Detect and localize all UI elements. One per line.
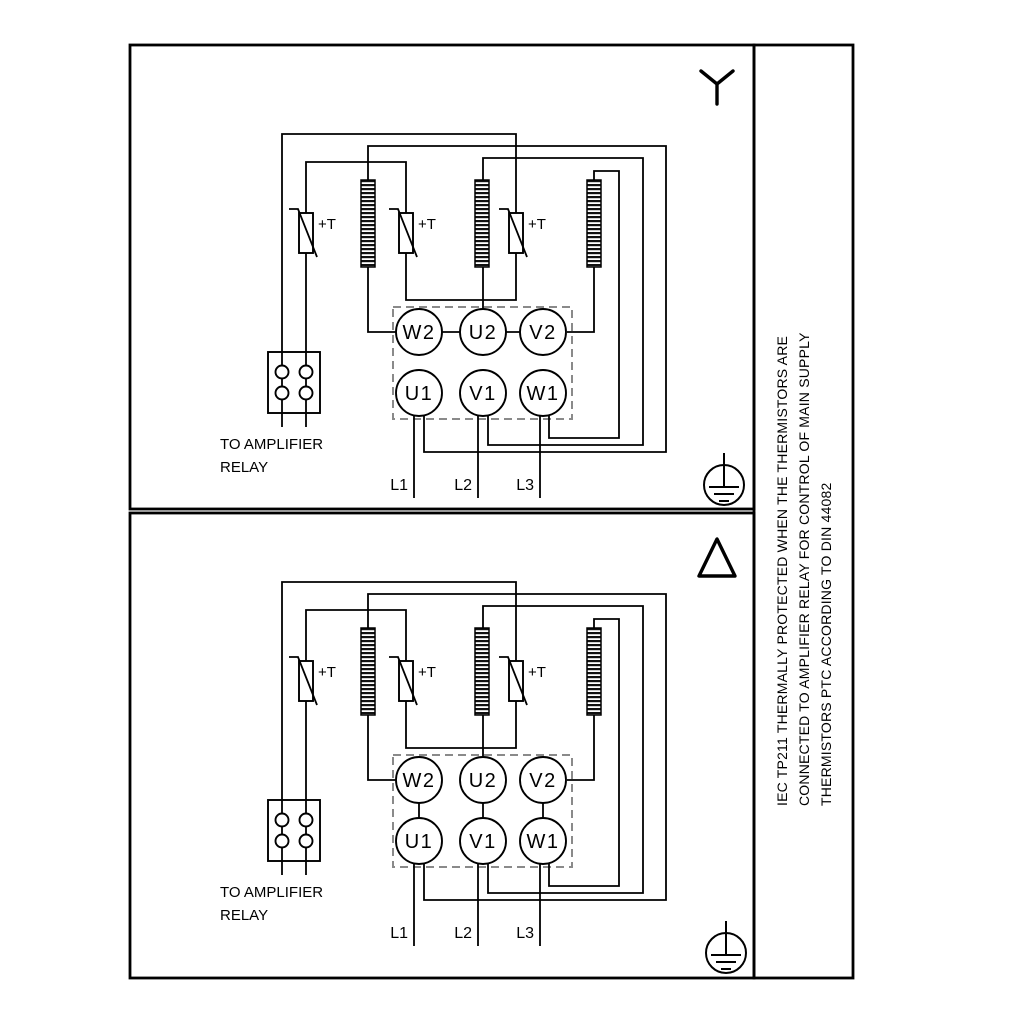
terminal-label: U2 <box>468 322 498 344</box>
motor-winding-icon <box>587 628 601 715</box>
relay-note-line2: RELAY <box>220 459 269 476</box>
panel-star <box>130 45 754 509</box>
thermistor-icon <box>289 657 317 705</box>
terminal-label: V2 <box>529 322 557 344</box>
side-note-line1: IEC TP211 THERMALLY PROTECTED WHEN THE THERMISTORS ARE <box>774 335 790 806</box>
thermistor-icon <box>389 209 417 257</box>
thermistor-label: +T <box>318 216 336 233</box>
side-note-line3: THERMISTORS PTC ACCORDING TO DIN 44082 <box>818 482 834 806</box>
relay-terminal <box>276 814 289 827</box>
thermistor-label: +T <box>318 664 336 681</box>
relay-terminal-block <box>268 352 320 413</box>
motor-winding-icon <box>361 180 375 267</box>
supply-label-l1: L1 <box>390 477 408 494</box>
terminal-label: W1 <box>526 831 560 853</box>
supply-label-l2: L2 <box>454 925 472 942</box>
terminal-label: W2 <box>402 322 436 344</box>
earth-ground-icon <box>706 921 746 973</box>
thermistor-label: +T <box>528 664 546 681</box>
thermistor-icon <box>499 657 527 705</box>
terminal-label: V1 <box>469 383 497 405</box>
relay-terminal <box>300 814 313 827</box>
relay-terminal-block <box>268 800 320 861</box>
relay-terminal <box>300 387 313 400</box>
thermistor-icon <box>289 209 317 257</box>
terminal-label: U1 <box>404 831 434 853</box>
supply-label-l2: L2 <box>454 477 472 494</box>
motor-winding-icon <box>475 628 489 715</box>
motor-winding-icon <box>475 180 489 267</box>
terminal-label: U1 <box>404 383 434 405</box>
relay-note-line1: TO AMPLIFIER <box>220 436 324 453</box>
relay-terminal <box>300 835 313 848</box>
star-connection-icon <box>701 71 733 104</box>
relay-terminal <box>276 835 289 848</box>
thermistor-label: +T <box>418 664 436 681</box>
terminal-label: V2 <box>529 770 557 792</box>
thermistor-icon <box>389 657 417 705</box>
relay-terminal <box>300 366 313 379</box>
terminal-label: V1 <box>469 831 497 853</box>
supply-label-l3: L3 <box>516 925 534 942</box>
terminal-label: W2 <box>402 770 436 792</box>
relay-note-line1: TO AMPLIFIER <box>220 884 324 901</box>
relay-terminal <box>276 366 289 379</box>
thermistor-label: +T <box>528 216 546 233</box>
terminal-label: U2 <box>468 770 498 792</box>
motor-winding-icon <box>361 628 375 715</box>
panel-delta <box>130 513 754 978</box>
relay-terminal <box>276 387 289 400</box>
motor-winding-icon <box>587 180 601 267</box>
relay-note-line2: RELAY <box>220 907 269 924</box>
earth-ground-icon <box>704 453 744 505</box>
delta-connection-icon <box>699 539 735 576</box>
supply-label-l1: L1 <box>390 925 408 942</box>
thermistor-icon <box>499 209 527 257</box>
thermistor-label: +T <box>418 216 436 233</box>
side-note-line2: CONNECTED TO AMPLIFIER RELAY FOR CONTROL OF MAIN SUPPLY <box>796 332 812 806</box>
terminal-label: W1 <box>526 383 560 405</box>
supply-label-l3: L3 <box>516 477 534 494</box>
side-note <box>754 45 853 978</box>
